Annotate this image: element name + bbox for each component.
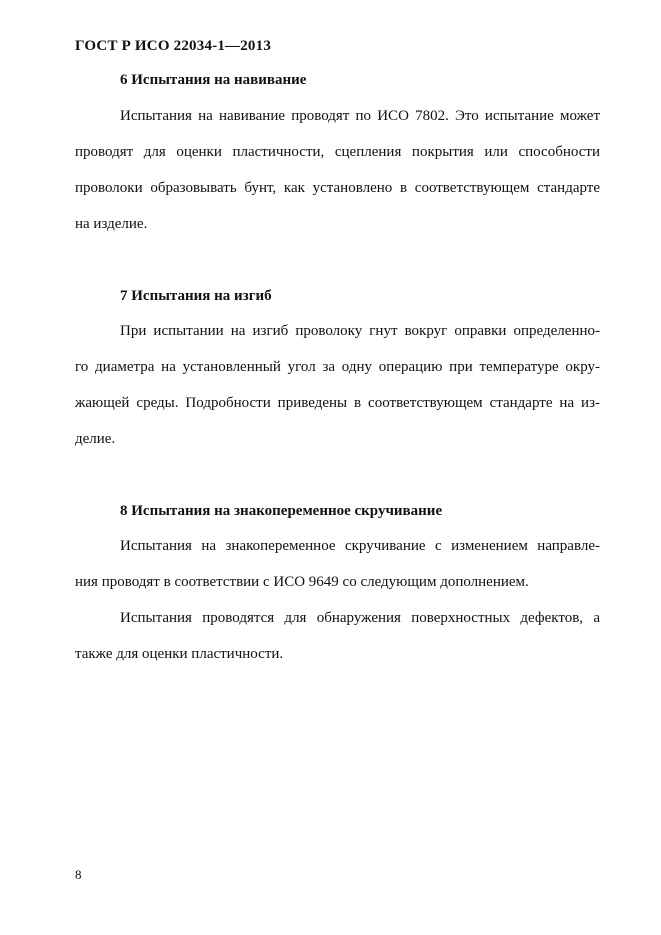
document-header: ГОСТ Р ИСО 22034-1—2013 [75, 38, 272, 54]
section-8-line-1: Испытания на знакопеременное скручивание с изменением направле- [120, 538, 600, 554]
section-8-heading: 8 Испытания на знакопеременное скручивание [120, 503, 443, 519]
section-8-line-3: Испытания проводятся для обнаружения поверхностных дефектов, а [120, 610, 600, 626]
section-7-line-4: делие. [75, 431, 116, 447]
section-7-line-3: жающей среды. Подробности приведены в соответствующем стандарте на из- [75, 395, 600, 411]
page-number: 8 [75, 867, 82, 882]
section-8-line-4: также для оценки пластичности. [75, 646, 284, 662]
section-8-line-2: ния проводят в соответствии с ИСО 9649 со следующим дополнением. [75, 574, 529, 590]
section-6-line-4: на изделие. [75, 216, 148, 232]
section-6-line-1: Испытания на навивание проводят по ИСО 7802. Это испытание может [120, 108, 600, 124]
section-7-heading: 7 Испытания на изгиб [120, 288, 272, 304]
section-7-line-2: го диаметра на установленный угол за одну операцию при температуре окру- [75, 359, 600, 375]
section-6-heading: 6 Испытания на навивание [120, 72, 307, 88]
section-6-line-3: проволоки образовывать бунт, как установлено в соответствующем стандарте [75, 180, 600, 196]
section-6-line-2: проводят для оценки пластичности, сцепления покрытия или способности [75, 144, 600, 160]
section-7-line-1: При испытании на изгиб проволоку гнут вокруг оправки определенно- [120, 323, 600, 339]
